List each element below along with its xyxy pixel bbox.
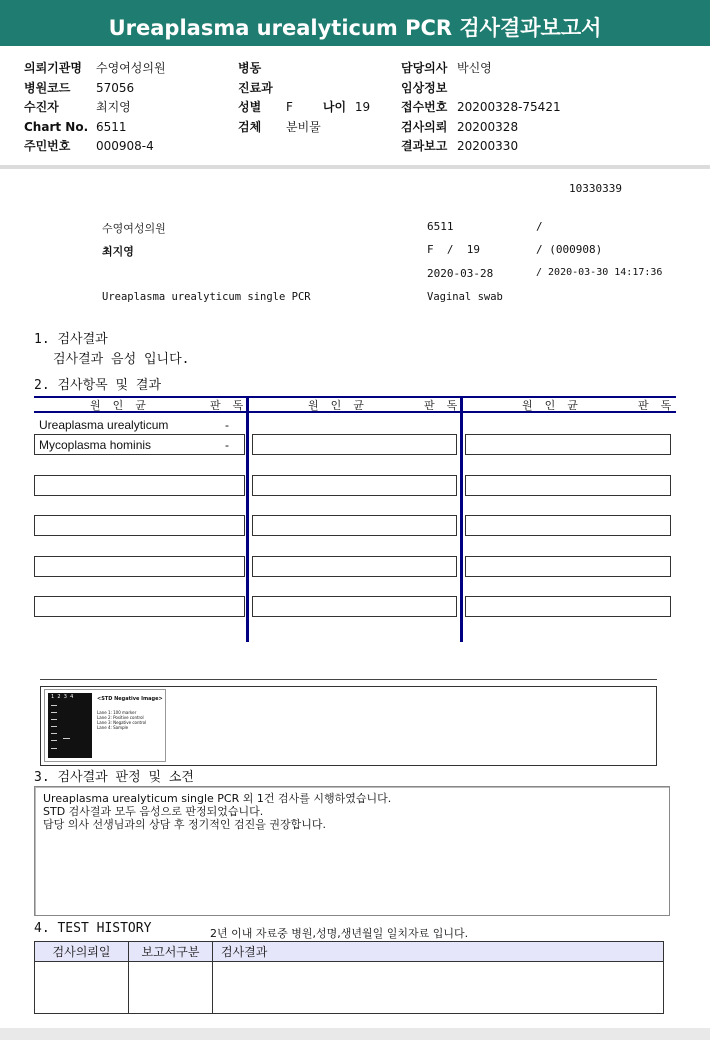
header-label: 의뢰기관명 (24, 61, 82, 75)
history-header-row (35, 942, 664, 962)
gel-divider (40, 679, 657, 680)
info-chart: 6511 (427, 220, 454, 233)
header-value: 최지영 (96, 100, 131, 114)
th-organism: 원인균 (308, 399, 376, 412)
header-label: 병원코드 (24, 80, 71, 95)
empty-cell (252, 515, 457, 536)
header-label: 검체 (238, 119, 262, 134)
header-label: 결과보고 (401, 139, 448, 153)
table-col-divider (460, 396, 463, 642)
gel-band (51, 719, 57, 720)
gel-legend-item: Lane 4: Sample (97, 725, 129, 730)
empty-cell (465, 596, 671, 617)
info-receipt-date: 2020-03-28 (427, 267, 494, 280)
history-cell (213, 962, 664, 1014)
opinion-line: Ureaplasma urealyticum single PCR 외 1건 검사를 시행하였습니다. (43, 792, 392, 805)
gel-lanes: 1 2 3 4 (51, 694, 74, 700)
header-value: 수영여성의원 (96, 61, 166, 75)
empty-cell (252, 475, 457, 496)
header-value: 6511 (96, 119, 127, 134)
gel-band (51, 726, 57, 727)
header-value: 분비물 (286, 119, 321, 134)
section-1-result: 검사결과 음성 입니다. (53, 352, 190, 367)
th-organism: 원인균 (522, 399, 590, 412)
th-judgement: 판독 (638, 399, 684, 412)
header-col-3 (401, 57, 561, 155)
opinion-line: STD 검사결과 모두 음성으로 판정되었습니다. (43, 805, 264, 818)
section-4-note: 2년 이내 자료중 병원,성명,생년월일 일치자료 입니다. (210, 927, 469, 940)
result-organism: Mycoplasma hominis (39, 438, 152, 452)
header-col-1 (24, 57, 166, 155)
header-label: 주민번호 (24, 139, 71, 153)
info-clinic: 수영여성의원 (102, 222, 166, 235)
report-title: Ureaplasma urealyticum PCR 검사결과보고서 (0, 0, 710, 46)
gel-legend-item: Lane 1: 100 marker (97, 710, 137, 715)
gel-band (51, 740, 57, 741)
history-cell (35, 962, 129, 1014)
age-value: 19 (354, 100, 371, 114)
header-value: F (286, 100, 293, 114)
history-header: 보고서구분 (129, 942, 213, 962)
header-label: 접수번호 (401, 100, 448, 114)
header-col-2 (238, 57, 370, 135)
opinion-box (34, 786, 670, 916)
empty-cell (252, 556, 457, 577)
gel-band (51, 733, 57, 734)
header-label: 담당의사 (401, 61, 448, 75)
header-value: 57056 (96, 80, 135, 95)
footer-bar (0, 1028, 710, 1040)
history-header: 검사결과 (213, 942, 664, 962)
gel-frame (40, 686, 657, 766)
gel-band (51, 748, 57, 749)
gel-legend-item: Lane 3: Negative control (97, 720, 147, 725)
result-value: - (225, 418, 229, 432)
gel-title: <STD Negative Image> (97, 696, 163, 702)
info-patient: 최지영 (102, 245, 134, 258)
empty-cell (34, 556, 245, 577)
header-label: 성별 (238, 100, 262, 114)
info-birth: / (000908) (536, 243, 603, 256)
gel-image (48, 693, 92, 758)
empty-cell (465, 475, 671, 496)
empty-cell (252, 596, 457, 617)
gel-band (51, 712, 57, 713)
opinion-text (43, 792, 391, 831)
info-report-datetime: / 2020-03-30 14:17:36 (536, 267, 663, 278)
history-row (35, 962, 664, 1014)
header-label: 진료과 (238, 80, 273, 95)
empty-cell (34, 475, 245, 496)
section-1-title: 1. 검사결과 (34, 332, 108, 347)
result-cell (465, 434, 671, 455)
header-label: 검사의뢰 (401, 119, 448, 134)
result-organism: Ureaplasma urealyticum (39, 418, 169, 432)
header-divider (0, 165, 710, 169)
section-4-title: 4. TEST HISTORY (34, 921, 152, 936)
info-specimen: Vaginal swab (427, 291, 503, 303)
info-slash: / (536, 220, 543, 233)
info-test-name: Ureaplasma urealyticum single PCR (102, 291, 311, 303)
barcode-number: 10330339 (569, 182, 622, 195)
header-value: 20200328-75421 (457, 100, 561, 114)
th-organism: 원인균 (90, 399, 158, 412)
history-header: 검사의뢰일 (35, 942, 129, 962)
header-value: 000908-4 (96, 139, 154, 153)
result-value: - (225, 438, 229, 452)
history-cell (129, 962, 213, 1014)
header-value: 20200328 (457, 119, 519, 134)
th-judgement: 판독 (424, 399, 470, 412)
header-label: 수진자 (24, 100, 59, 114)
info-sex-age: F / 19 (427, 243, 480, 256)
opinion-line: 담당 의사 선생님과의 상담 후 정기적인 검진을 권장합니다. (43, 818, 326, 831)
age-label: 나이 (322, 100, 347, 114)
gel-legend-item: Lane 2: Positive control (97, 715, 144, 720)
gel-panel (44, 689, 166, 762)
empty-cell (465, 515, 671, 536)
empty-cell (34, 515, 245, 536)
empty-cell (34, 596, 245, 617)
history-table (34, 941, 664, 1014)
header-label: 임상정보 (401, 80, 448, 95)
result-cell (252, 434, 457, 455)
header-value: 박신영 (457, 61, 492, 75)
header-value: 20200330 (457, 139, 519, 153)
th-judgement: 판독 (210, 399, 256, 412)
header-label: 병동 (238, 61, 262, 75)
header-label: Chart No. (24, 119, 89, 134)
gel-legend (97, 710, 146, 730)
table-col-divider (246, 396, 249, 642)
section-2-title: 2. 검사항목 및 결과 (34, 378, 162, 393)
empty-cell (465, 556, 671, 577)
gel-band (63, 738, 70, 739)
gel-band (51, 705, 57, 706)
section-3-title: 3. 검사결과 판정 및 소견 (34, 770, 194, 785)
